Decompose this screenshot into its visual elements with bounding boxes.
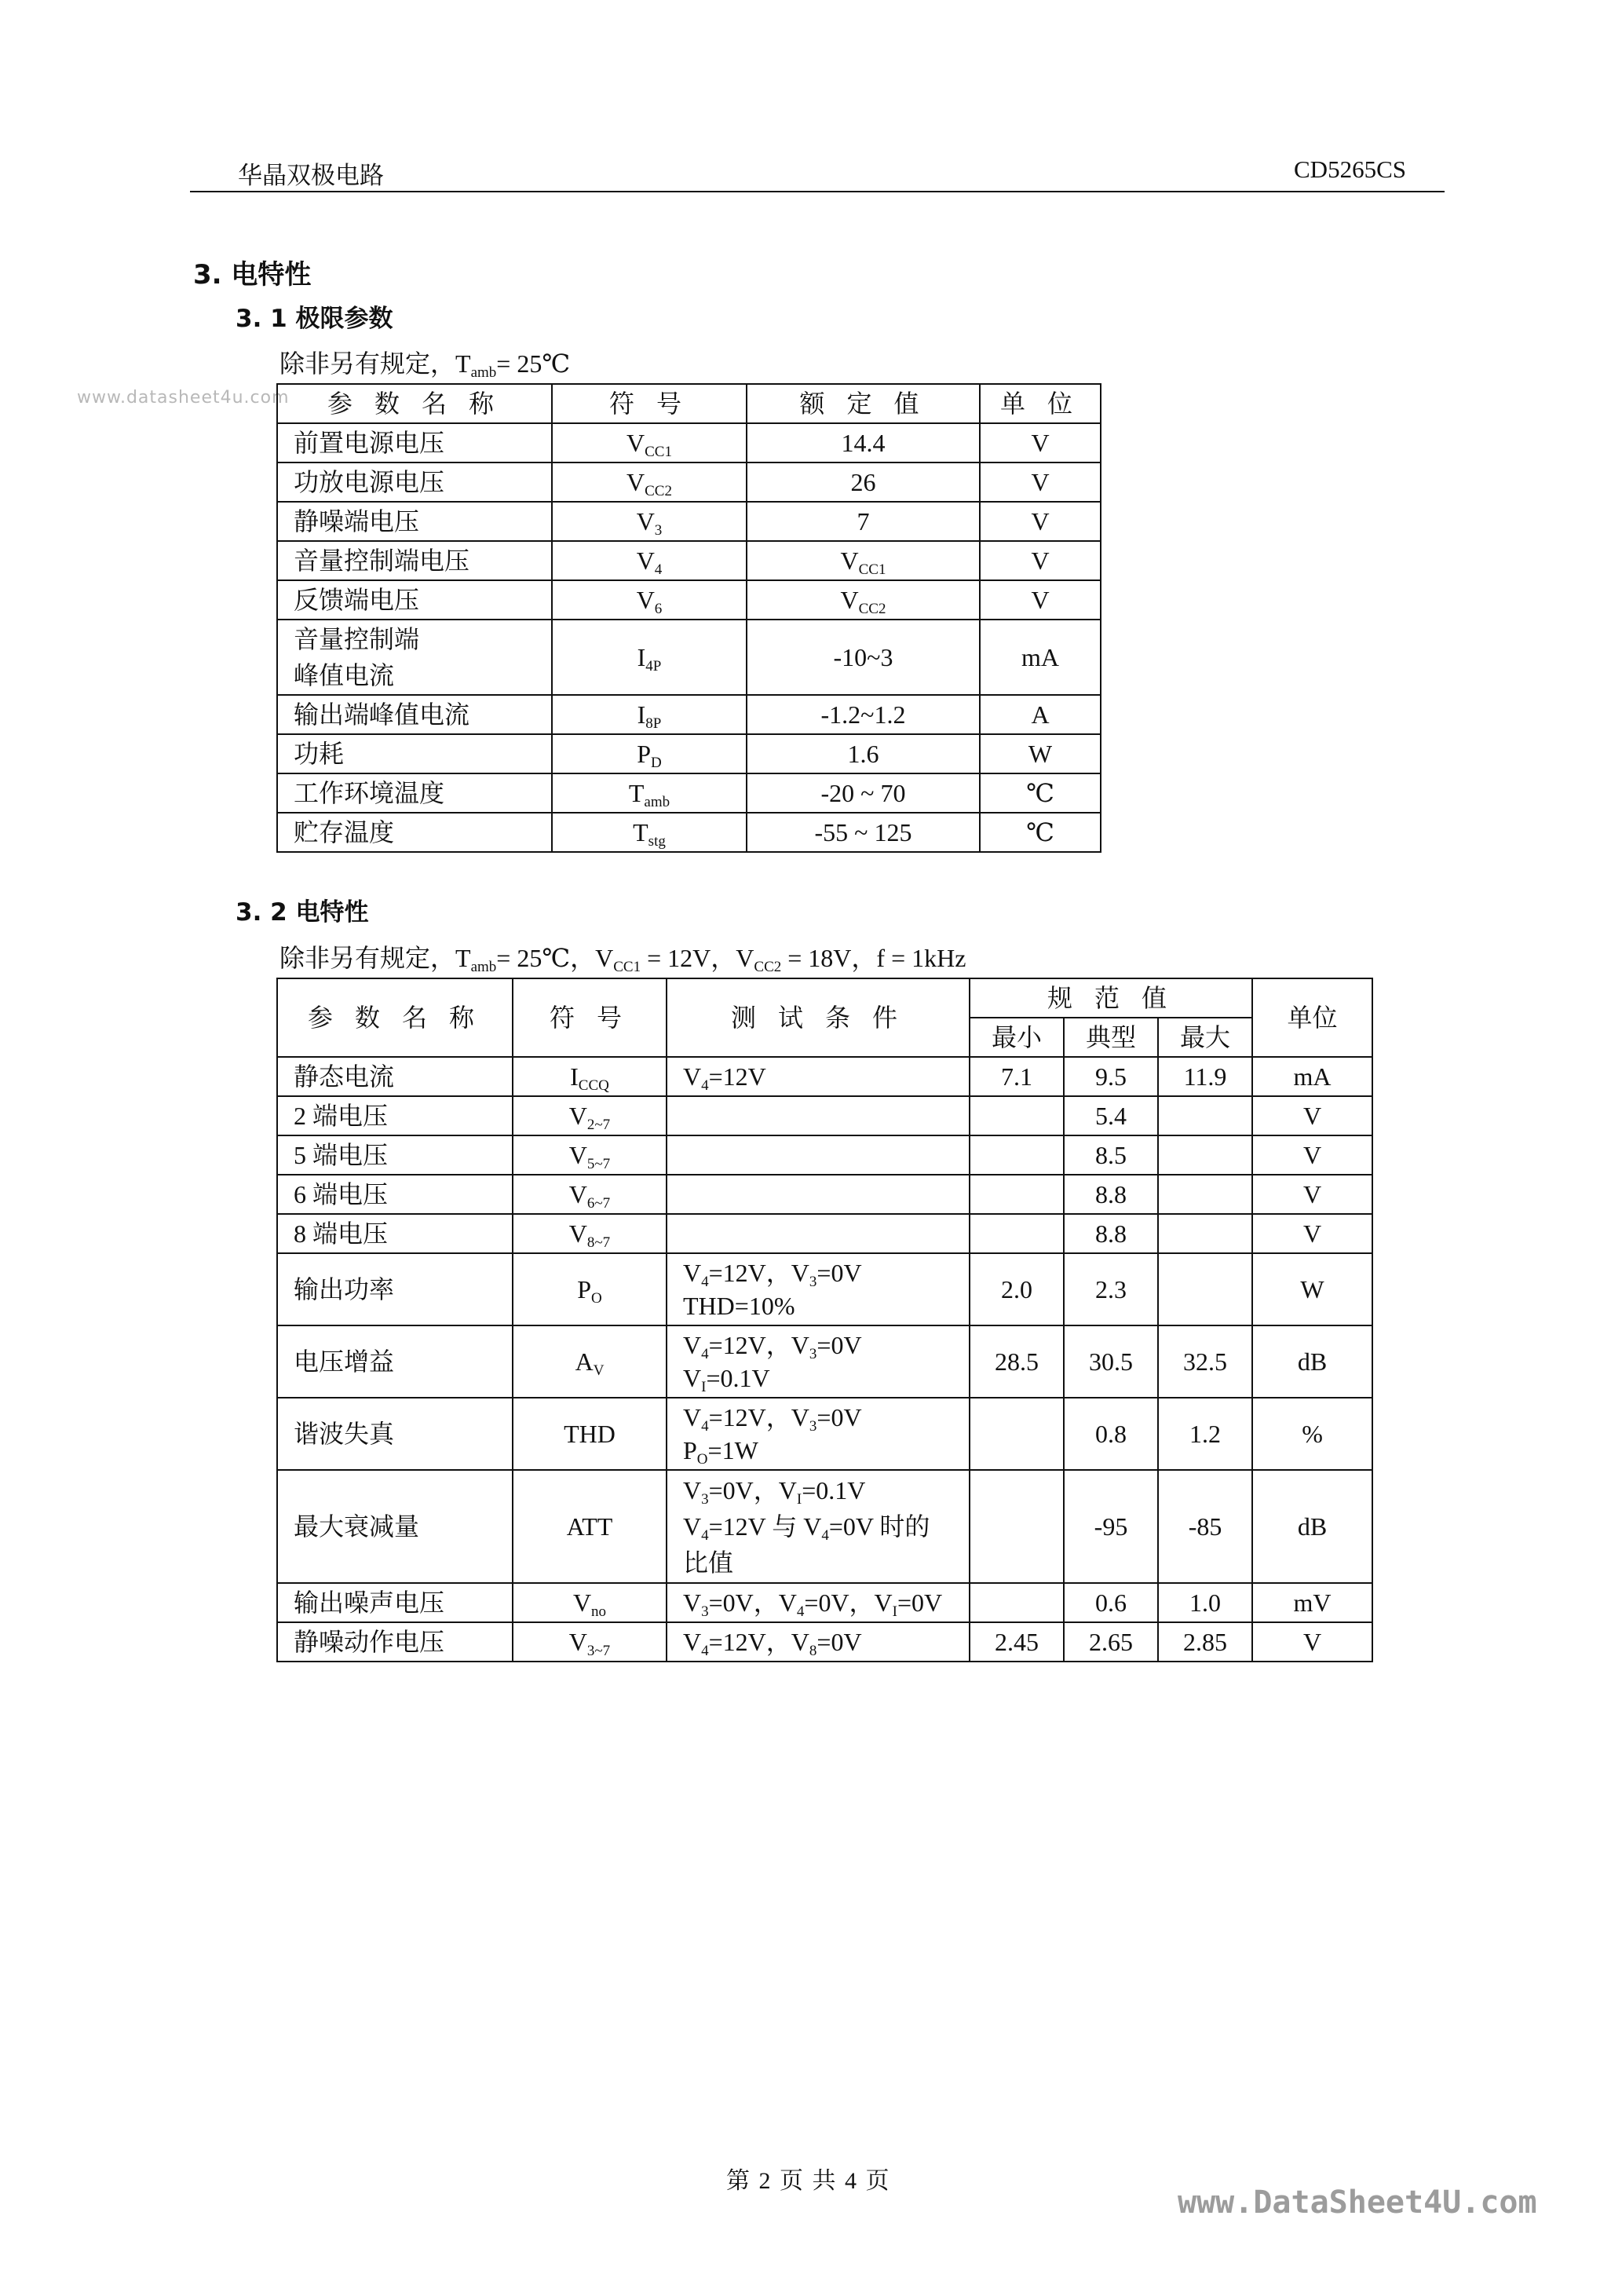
spec-max: -85 <box>1158 1470 1252 1583</box>
test-condition: $V_3=0V$，$V_4=0V$，$V_I=0V$ <box>667 1583 970 1622</box>
param-name: 功放电源电压 <box>277 462 552 502</box>
param-symbol: $T_{stg}$ <box>552 813 747 852</box>
spec-min <box>970 1398 1064 1470</box>
test-condition: $V_4=12V$，$V_3=0V$ $P_O=1W$ <box>667 1398 970 1470</box>
param-name: 最大衰减量 <box>277 1470 513 1583</box>
spec-min: 2.45 <box>970 1622 1064 1662</box>
spec-min <box>970 1583 1064 1622</box>
param-name: 静噪端电压 <box>277 502 552 541</box>
table-row <box>277 1253 1372 1325</box>
test-condition: $V_4=12V$，$V_8=0V$ <box>667 1622 970 1662</box>
col-header-max: 最大 <box>1158 1018 1252 1057</box>
table-header-row <box>277 384 1101 423</box>
param-symbol: $V_6$ <box>552 580 747 620</box>
param-unit: V <box>980 462 1101 502</box>
table-row <box>277 734 1101 773</box>
param-symbol: $V_{no}$ <box>513 1583 667 1622</box>
watermark-right: www.DataSheet4U.com <box>1178 2184 1537 2221</box>
elec-condition: 除非另有规定，$T_{amb}=$ 25℃，$V_{CC1} = 12V$，$V_{CC2} = 18V$，f = 1kHz <box>279 944 966 975</box>
param-unit: W <box>980 734 1101 773</box>
table-row <box>277 1622 1372 1662</box>
test-condition: $V_4=12V$，$V_3=0V$ THD=10% <box>667 1253 970 1325</box>
param-unit: ℃ <box>980 813 1101 852</box>
param-symbol: $V_{6\sim 7}$ <box>513 1175 667 1214</box>
test-condition: $V_4=12V$ <box>667 1057 970 1096</box>
spec-typ: 9.5 <box>1064 1057 1158 1096</box>
param-symbol: $V_{5\sim 7}$ <box>513 1135 667 1175</box>
spec-max <box>1158 1253 1252 1325</box>
param-unit: dB <box>1252 1470 1372 1583</box>
table-row <box>277 620 1101 695</box>
param-symbol: THD <box>513 1398 667 1470</box>
param-unit: V <box>980 541 1101 580</box>
col-header-unit: 单位 <box>1252 978 1372 1057</box>
table-row <box>277 1214 1372 1253</box>
param-unit: V <box>1252 1214 1372 1253</box>
param-name: 前置电源电压 <box>277 423 552 462</box>
spec-min <box>970 1470 1064 1583</box>
param-rating: $V_{CC1}$ <box>747 541 980 580</box>
param-unit: V <box>1252 1175 1372 1214</box>
table-row <box>277 1325 1372 1398</box>
param-unit: mA <box>980 620 1101 695</box>
spec-max: 11.9 <box>1158 1057 1252 1096</box>
spec-typ: 0.6 <box>1064 1583 1158 1622</box>
spec-typ: 8.8 <box>1064 1175 1158 1214</box>
param-name: 5 端电压 <box>277 1135 513 1175</box>
param-symbol: $I_{4P}$ <box>552 620 747 695</box>
table-row <box>277 541 1101 580</box>
spec-max: 2.85 <box>1158 1622 1252 1662</box>
spec-min <box>970 1096 1064 1135</box>
spec-min <box>970 1214 1064 1253</box>
col-header-name: 参 数 名 称 <box>277 978 513 1057</box>
spec-typ: 8.5 <box>1064 1135 1158 1175</box>
param-name: 输出噪声电压 <box>277 1583 513 1622</box>
param-name: 音量控制端 峰值电流 <box>277 620 552 695</box>
param-symbol: $V_{2\sim 7}$ <box>513 1096 667 1135</box>
param-rating: 26 <box>747 462 980 502</box>
col-header-conditions: 测 试 条 件 <box>667 978 970 1057</box>
param-name: 6 端电压 <box>277 1175 513 1214</box>
param-rating: 1.6 <box>747 734 980 773</box>
param-name: 静态电流 <box>277 1057 513 1096</box>
spec-max <box>1158 1096 1252 1135</box>
test-condition <box>667 1214 970 1253</box>
table-row <box>277 695 1101 734</box>
param-name: 电压增益 <box>277 1325 513 1398</box>
param-unit: V <box>980 580 1101 620</box>
param-unit: A <box>980 695 1101 734</box>
spec-max: 1.2 <box>1158 1398 1252 1470</box>
col-header-typ: 典型 <box>1064 1018 1158 1057</box>
param-rating: -1.2~1.2 <box>747 695 980 734</box>
table-header-row <box>277 978 1372 1018</box>
param-symbol: $V_{3\sim 7}$ <box>513 1622 667 1662</box>
spec-max <box>1158 1175 1252 1214</box>
col-header-spec: 规 范 值 <box>970 978 1252 1018</box>
param-symbol: $V_4$ <box>552 541 747 580</box>
param-name: 输出端峰值电流 <box>277 695 552 734</box>
test-condition: $V_3=0V$，$V_I=0.1V$ $V_4=12V$ 与 $V_4=0V$ 时的 比值 <box>667 1470 970 1583</box>
param-unit: V <box>1252 1135 1372 1175</box>
col-header-unit: 单 位 <box>980 384 1101 423</box>
table-row <box>277 502 1101 541</box>
test-condition <box>667 1175 970 1214</box>
param-symbol: $V_{CC1}$ <box>552 423 747 462</box>
elec-table <box>276 978 1373 1662</box>
spec-typ: -95 <box>1064 1470 1158 1583</box>
col-header-name: 参 数 名 称 <box>277 384 552 423</box>
param-name: 谐波失真 <box>277 1398 513 1470</box>
param-unit: V <box>1252 1096 1372 1135</box>
table-row <box>277 1175 1372 1214</box>
test-condition <box>667 1135 970 1175</box>
spec-typ: 2.65 <box>1064 1622 1158 1662</box>
header-company: 华晶双极电路 <box>238 162 384 189</box>
table-row <box>277 1057 1372 1096</box>
test-condition: $V_4=12V$，$V_3=0V$ $V_I=0.1V$ <box>667 1325 970 1398</box>
param-name: 2 端电压 <box>277 1096 513 1135</box>
col-header-min: 最小 <box>970 1018 1064 1057</box>
param-unit: V <box>1252 1622 1372 1662</box>
test-condition <box>667 1096 970 1135</box>
param-symbol: $I_{CCQ}$ <box>513 1057 667 1096</box>
table-row <box>277 580 1101 620</box>
param-name: 静噪动作电压 <box>277 1622 513 1662</box>
abs-max-condition: 除非另有规定，$T_{amb}=$ 25℃ <box>279 349 571 381</box>
col-header-rating: 额 定 值 <box>747 384 980 423</box>
param-symbol: $P_D$ <box>552 734 747 773</box>
param-unit: mV <box>1252 1583 1372 1622</box>
spec-min: 28.5 <box>970 1325 1064 1398</box>
param-symbol: $V_{8\sim 7}$ <box>513 1214 667 1253</box>
param-symbol: $T_{amb}$ <box>552 773 747 813</box>
table-row <box>277 1096 1372 1135</box>
param-name: 音量控制端电压 <box>277 541 552 580</box>
spec-min <box>970 1135 1064 1175</box>
param-rating: 14.4 <box>747 423 980 462</box>
param-unit: dB <box>1252 1325 1372 1398</box>
table-row <box>277 1398 1372 1470</box>
param-symbol: $V_3$ <box>552 502 747 541</box>
table-row <box>277 813 1101 852</box>
param-rating: -55 ~ 125 <box>747 813 980 852</box>
spec-typ: 2.3 <box>1064 1253 1158 1325</box>
param-rating: -10~3 <box>747 620 980 695</box>
param-name: 功耗 <box>277 734 552 773</box>
table-row <box>277 1470 1372 1583</box>
param-name: 8 端电压 <box>277 1214 513 1253</box>
spec-max: 32.5 <box>1158 1325 1252 1398</box>
param-symbol: $V_{CC2}$ <box>552 462 747 502</box>
spec-max <box>1158 1135 1252 1175</box>
param-unit: W <box>1252 1253 1372 1325</box>
param-name: 工作环境温度 <box>277 773 552 813</box>
param-symbol: $P_O$ <box>513 1253 667 1325</box>
param-unit: % <box>1252 1398 1372 1470</box>
param-name: 反馈端电压 <box>277 580 552 620</box>
spec-max <box>1158 1214 1252 1253</box>
param-unit: ℃ <box>980 773 1101 813</box>
spec-min <box>970 1175 1064 1214</box>
param-symbol: $I_{8P}$ <box>552 695 747 734</box>
param-symbol: $A_V$ <box>513 1325 667 1398</box>
abs-max-table <box>276 383 1101 853</box>
table-row <box>277 773 1101 813</box>
watermark-left: www.datasheet4u.com <box>77 388 290 408</box>
abs-max-title: 3. 1 极限参数 <box>236 305 393 333</box>
param-rating: $V_{CC2}$ <box>747 580 980 620</box>
table-row <box>277 423 1101 462</box>
header-divider <box>190 191 1445 192</box>
col-header-symbol: 符 号 <box>513 978 667 1057</box>
spec-typ: 8.8 <box>1064 1214 1158 1253</box>
param-unit: V <box>980 423 1101 462</box>
spec-typ: 0.8 <box>1064 1398 1158 1470</box>
spec-typ: 30.5 <box>1064 1325 1158 1398</box>
page-number: 第 2 页 共 4 页 <box>726 2168 891 2194</box>
param-symbol: ATT <box>513 1470 667 1583</box>
table-row <box>277 1583 1372 1622</box>
col-header-symbol: 符 号 <box>552 384 747 423</box>
param-unit: V <box>980 502 1101 541</box>
elec-title: 3. 2 电特性 <box>236 898 369 927</box>
spec-typ: 5.4 <box>1064 1096 1158 1135</box>
param-name: 贮存温度 <box>277 813 552 852</box>
param-unit: mA <box>1252 1057 1372 1096</box>
spec-min: 7.1 <box>970 1057 1064 1096</box>
table-row <box>277 462 1101 502</box>
table-row <box>277 1135 1372 1175</box>
param-name: 输出功率 <box>277 1253 513 1325</box>
spec-max: 1.0 <box>1158 1583 1252 1622</box>
param-rating: 7 <box>747 502 980 541</box>
header-part-number: CD5265CS <box>1294 155 1406 183</box>
section-title: 3. 电特性 <box>193 259 312 291</box>
spec-min: 2.0 <box>970 1253 1064 1325</box>
param-rating: -20 ~ 70 <box>747 773 980 813</box>
